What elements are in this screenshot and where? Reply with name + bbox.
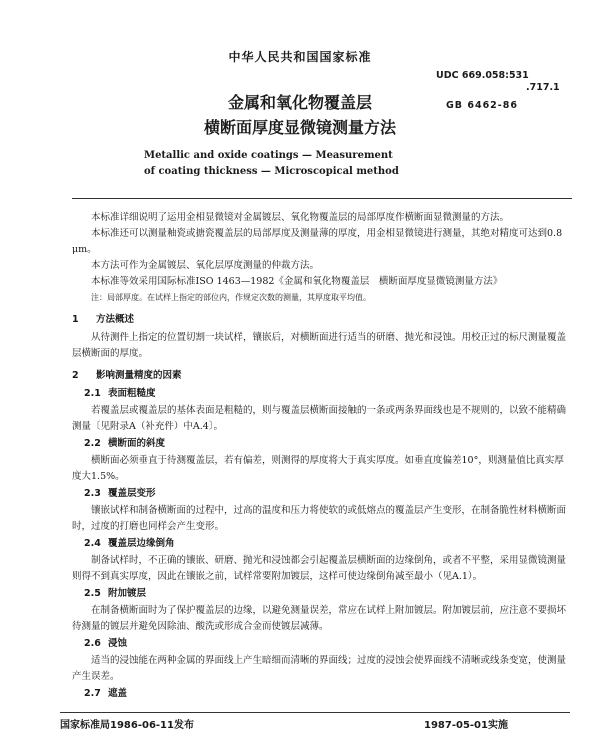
issue-date: 国家标准局1986-06-11发布	[60, 720, 194, 731]
section-number: 2.4	[84, 538, 101, 549]
section-2-1-text: 若覆盖层或覆盖层的基体表面是粗糙的，则与覆盖层横断面接触的一条或两条界面线也是不规则的，以致不能精确测量〔见附录A（补充件）中A.4〕。	[72, 405, 567, 432]
section-2-6-heading	[84, 636, 572, 652]
section-2-4-text: 制备试样时，不正确的镶嵌、研磨、抛光和浸蚀都会引起覆盖层横断面的边缘倒角，或者不平整，采用显微镜测量则得不到真实厚度，因此在镶嵌之前，试样常要附加镀层，这样可使边缘倒角减至最小（见A.1）。	[72, 555, 567, 582]
section-number: 1	[72, 314, 79, 325]
section-title: 浸蚀	[108, 638, 128, 649]
section-2-2-text: 横断面必须垂直于待测覆盖层，若有偏差，则测得的厚度将大于真实厚度。如垂直度偏差10°，则测量值比真实厚度大1.5%。	[72, 455, 564, 482]
chinese-title-line-1: 金属和氧化物覆盖层	[227, 93, 372, 112]
chinese-title	[0, 90, 600, 140]
section-2-5-text: 在制备横断面时为了保护覆盖层的边缘，以避免测量误差，常应在试样上附加镀层。附加镀层前，应注意不要损坏待测量的镀层并避免因除油、酸洗或形成合金而使镀层减薄。	[72, 605, 567, 632]
gb-number: GB 6462-86	[446, 100, 518, 111]
section-title: 覆盖层变形	[108, 488, 156, 499]
section-1-heading	[72, 312, 572, 328]
section-2-4-heading	[84, 536, 572, 552]
section-2-7-heading	[84, 686, 572, 702]
section-title: 横断面的斜度	[108, 438, 166, 449]
section-2-3-text: 镶嵌试样和制备横断面的过程中，过高的温度和压力将使软的或低熔点的覆盖层产生变形，在制备脆性材料横断面时，过度的打磨也同样会产生变形。	[72, 505, 567, 532]
intro-paragraph-2: 本标准还可以测量釉瓷或搪瓷覆盖层的局部厚度及测量薄的厚度，用金相显微镜进行测量，其绝对精度可达到0.8 μm。	[72, 228, 563, 255]
section-title: 附加镀层	[108, 588, 147, 599]
section-title: 遮盖	[108, 688, 128, 699]
section-2-5-heading	[84, 586, 572, 602]
section-2-6-text: 适当的浸蚀能在两种金属的界面线上产生暗细而清晰的界面线；过度的浸蚀会使界面线不清晰或线条变宽，使测量产生误差。	[72, 655, 567, 682]
effective-date: 1987-05-01实施	[424, 720, 508, 731]
english-title-line-2: of coating thickness — Microscopical method	[144, 166, 399, 177]
section-number: 2.1	[84, 388, 101, 399]
intro-paragraph-1: 本标准详细说明了运用金相显微镜对金属镀层、氧化物覆盖层的局部厚度作横断面显微测量的方法。	[91, 212, 510, 223]
section-title: 影响测量精度的因素	[96, 370, 182, 381]
intro-note: 注：局部厚度。在试样上指定的部位内，作规定次数的测量，其厚度取平均值。	[91, 293, 371, 302]
standard-org-heading: 中华人民共和国国家标准	[228, 50, 372, 64]
section-number: 2.7	[84, 688, 101, 699]
section-2-2-heading	[84, 436, 572, 452]
udc-line-1: UDC 669.058:531	[436, 70, 529, 81]
section-title: 表面粗糙度	[108, 388, 156, 399]
section-title: 覆盖层边缘倒角	[108, 538, 175, 549]
section-number: 2	[72, 370, 79, 381]
footer-divider	[60, 712, 570, 713]
section-title: 方法概述	[96, 314, 135, 325]
chinese-title-line-2: 横断面厚度显微镜测量方法	[203, 118, 396, 137]
section-1-text: 从待测件上指定的位置切割一块试样，镶嵌后，对横断面进行适当的研磨、抛光和浸蚀。用校正过的标尺测量覆盖层横断面的厚度。	[72, 332, 567, 359]
document-body	[72, 210, 572, 703]
title-divider	[72, 198, 572, 199]
udc-line-2: .717.1	[526, 82, 560, 93]
english-title-line-1: Metallic and oxide coatings — Measurement	[144, 150, 393, 161]
section-2-3-heading	[84, 486, 572, 502]
section-number: 2.3	[84, 488, 101, 499]
section-number: 2.5	[84, 588, 101, 599]
section-number: 2.2	[84, 438, 101, 449]
english-title	[144, 148, 399, 180]
section-number: 2.6	[84, 638, 101, 649]
section-2-heading	[72, 368, 572, 384]
section-2-1-heading	[84, 386, 572, 402]
intro-paragraph-3: 本方法可作为金属镀层、氧化层厚度测量的仲裁方法。	[91, 260, 320, 271]
intro-paragraph-4: 本标准等效采用国际标准ISO 1463—1982《金属和氧化物覆盖层 横断面厚度显微镜测量方法》	[91, 276, 503, 287]
